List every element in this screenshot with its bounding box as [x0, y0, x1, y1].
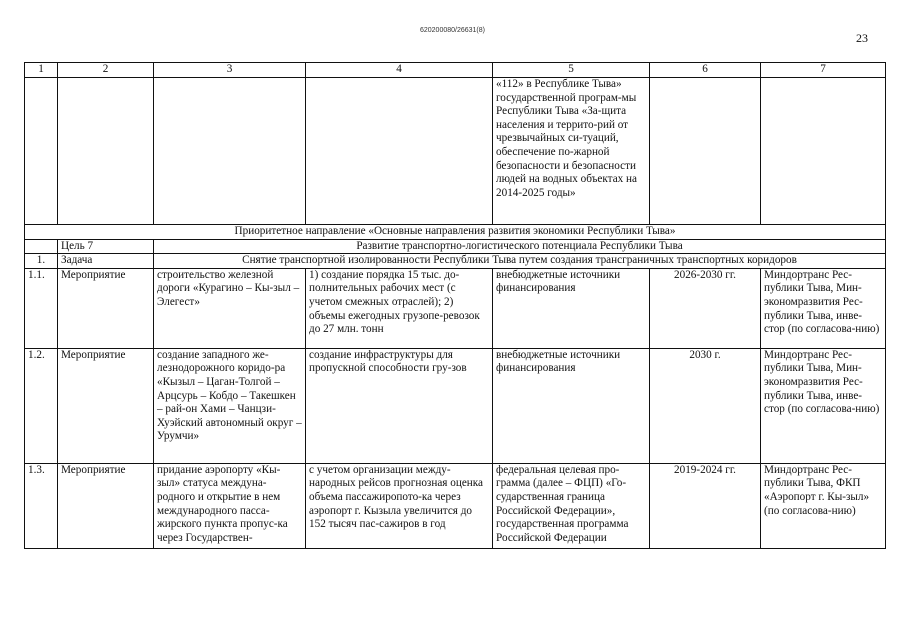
measure-result: с учетом организации между-народных рейсов прогнозная оценка объема пассажиропото-ка через аэропорт г. Кызыла увеличится до 152 тысяч пас-сажиров в год	[306, 463, 493, 548]
goal-row	[25, 239, 886, 254]
row-number: 1.3.	[25, 463, 58, 548]
measure-result: создание инфраструктуры для пропускной способности гру-зов	[306, 348, 493, 463]
funding-source: внебюджетные источники финансирования	[493, 348, 650, 463]
column-number: 3	[154, 63, 306, 78]
row-type: Мероприятие	[58, 348, 154, 463]
column-number: 4	[306, 63, 493, 78]
period: 2026-2030 гг.	[650, 268, 761, 348]
measure-result: 1) создание порядка 15 тыс. до-полнительных рабочих мест (с учетом смежных отраслей); 2) объемы ежегодных грузопе-ревозок до 27 млн. тонн	[306, 268, 493, 348]
table-row	[25, 348, 886, 463]
goal-label: Цель 7	[58, 239, 154, 254]
period: 2019-2024 гг.	[650, 463, 761, 548]
continuation-row	[25, 78, 886, 225]
column-number: 5	[493, 63, 650, 78]
measure-name: строительство железной дороги «Курагино – Кы-зыл – Элегест»	[154, 268, 306, 348]
period: 2030 г.	[650, 348, 761, 463]
funding-source: внебюджетные источники финансирования	[493, 268, 650, 348]
document-id: 620200080/26631(8)	[419, 27, 485, 34]
goal-text: Развитие транспортно-логистического потенциала Республики Тыва	[154, 239, 886, 254]
row-number: 1.2.	[25, 348, 58, 463]
task-number: 1.	[25, 254, 58, 269]
table-row	[25, 463, 886, 548]
row-type: Мероприятие	[58, 268, 154, 348]
column-number-row	[25, 63, 886, 78]
executor: Миндортранс Рес-публики Тыва, ФКП «Аэропорт г. Кы-зыл» (по согласова-нию)	[761, 463, 886, 548]
row-number: 1.1.	[25, 268, 58, 348]
continuation-cell: «112» в Республике Тыва» государственной програм-мы Республики Тыва «За-щита населения и террито-рий от чрезвычайных си-туаций, обеспечение по-жарной безопасности и безопасности людей на водных объектах на 2014-2025 годы»	[493, 78, 650, 225]
column-number: 6	[650, 63, 761, 78]
task-label: Задача	[58, 254, 154, 269]
measure-name: создание западного же-лезнодорожного коридо-ра «Кызыл – Цаган-Толгой – Арцсурь – Кобдо – Такешкен – рай-он Хами – Чанцзи-Хуэйский автономный округ – Урумчи»	[154, 348, 306, 463]
column-number: 2	[58, 63, 154, 78]
task-row	[25, 254, 886, 269]
priority-direction-row	[25, 225, 886, 240]
measures-table	[24, 62, 886, 549]
executor: Миндортранс Рес-публики Тыва, Мин-экономразвития Рес-публики Тыва, инве-стор (по согласова-нию)	[761, 268, 886, 348]
column-number: 7	[761, 63, 886, 78]
priority-direction: Приоритетное направление «Основные направления развития экономики Республики Тыва»	[25, 225, 886, 240]
table-row	[25, 268, 886, 348]
funding-source: федеральная целевая про-грамма (далее – ФЦП) «Го-сударственная граница Российской Федерации», государственная программа Российской Федерации	[493, 463, 650, 548]
page-number: 23	[856, 31, 868, 45]
measure-name: придание аэропорту «Кы-зыл» статуса междуна-родного и открытие в нем международного пасса-жирского пункта пропус-ка через Государствен-	[154, 463, 306, 548]
task-text: Снятие транспортной изолированности Республики Тыва путем создания трансграничных транспортных коридоров	[154, 254, 886, 269]
row-type: Мероприятие	[58, 463, 154, 548]
column-number: 1	[25, 63, 58, 78]
executor: Миндортранс Рес-публики Тыва, Мин-экономразвития Рес-публики Тыва, инве-стор (по согласова-нию)	[761, 348, 886, 463]
